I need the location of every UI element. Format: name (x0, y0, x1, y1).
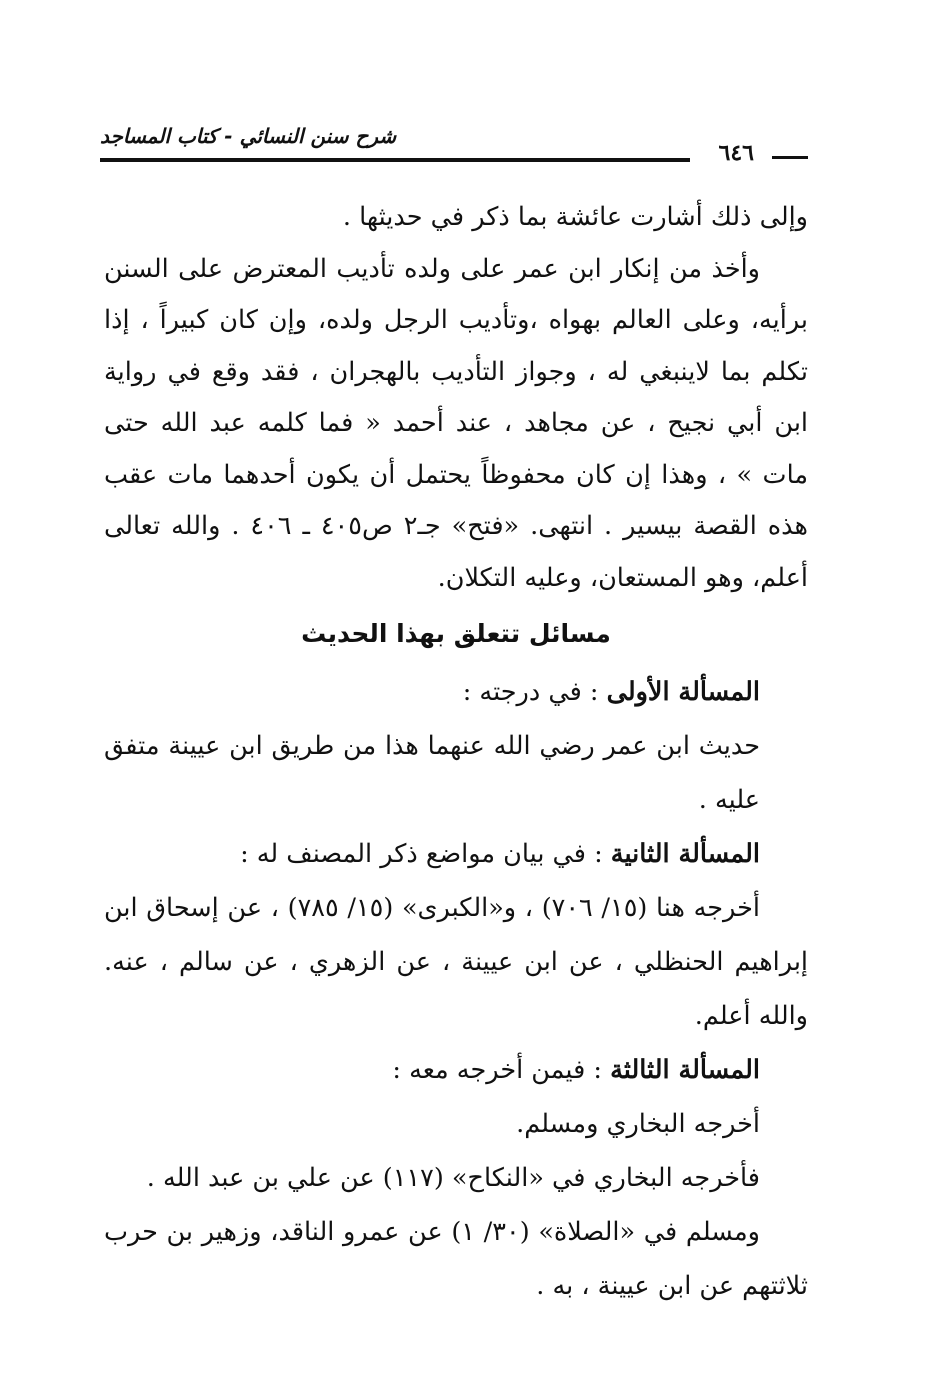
issue1-label: المسألة الأولى (606, 677, 760, 707)
page-number-dash (772, 156, 808, 159)
issue3-heading (104, 1043, 808, 1097)
issue1-title: : في درجته : (462, 677, 607, 707)
issue3-title: : فيمن أخرجه معه : (392, 1055, 611, 1085)
intro-paragraph: وأخذ من إنكار ابن عمر على ولده تأديب المعترض على السنن برأيه، وعلى العالم بهواه ،وتأديب الرجل ولده، وإن كان كبيراً ، إذا تكلم بما لاينبغي له ، وجواز التأديب بالهجران ، فقد وقع في رواية ابن أبي نجيح ، عن مجاهد ، عند أحمد « فما كلمه عبد الله حتى مات » ، وهذا إن كان محفوظاً يحتمل أن يكون أحدهما مات عقب هذه القصة بيسير . انتهى. «فتح» جـ٢ ص٤٠٥ ـ ٤٠٦ . والله تعالى أعلم، وهو المستعان، وعليه التكلان. (104, 253, 808, 593)
issue2-label: المسألة الثانية (610, 839, 760, 869)
intro-text (104, 192, 808, 604)
header-title: شرح سنن النسائي - كتاب المساجد (100, 124, 397, 148)
issue2-title: : في بيان مواضع ذكر المصنف له : (240, 839, 611, 869)
intro-line: وإلى ذلك أشارت عائشة بما ذكر في حديثها . (342, 202, 808, 232)
issue2-text: أخرجه هنا (١٥/ ٧٠٦) ، و«الكبرى» (١٥/ ٧٨٥) ، عن إسحاق ابن إبراهيم الحنظلي ، عن ابن عيينة ، عن الزهري ، عن سالم ، عنه. والله أعلم. (104, 893, 808, 1031)
issue1-text: حديث ابن عمر رضي الله عنهما هذا من طريق ابن عيينة متفق عليه . (104, 731, 760, 815)
issue3-line: ومسلم في «الصلاة» (٣٠/ ١) عن عمرو الناقد، وزهير بن حرب ثلاثتهم عن ابن عيينة ، به . (104, 1217, 808, 1301)
issue2-heading (104, 827, 808, 881)
issue3-label: المسألة الثالثة (610, 1055, 760, 1085)
header-rule (100, 158, 690, 162)
page-number: ٦٤٦ (718, 140, 754, 166)
running-header (100, 124, 808, 170)
issue3-line: فأخرجه البخاري في «النكاح» (١١٧) عن علي بن عبد الله . (146, 1163, 760, 1193)
issues-section (104, 665, 808, 1313)
issue3-line: أخرجه البخاري ومسلم. (516, 1109, 760, 1139)
issue1-heading (104, 665, 808, 719)
section-heading: مسائل تتعلق بهذا الحديث (301, 619, 611, 648)
